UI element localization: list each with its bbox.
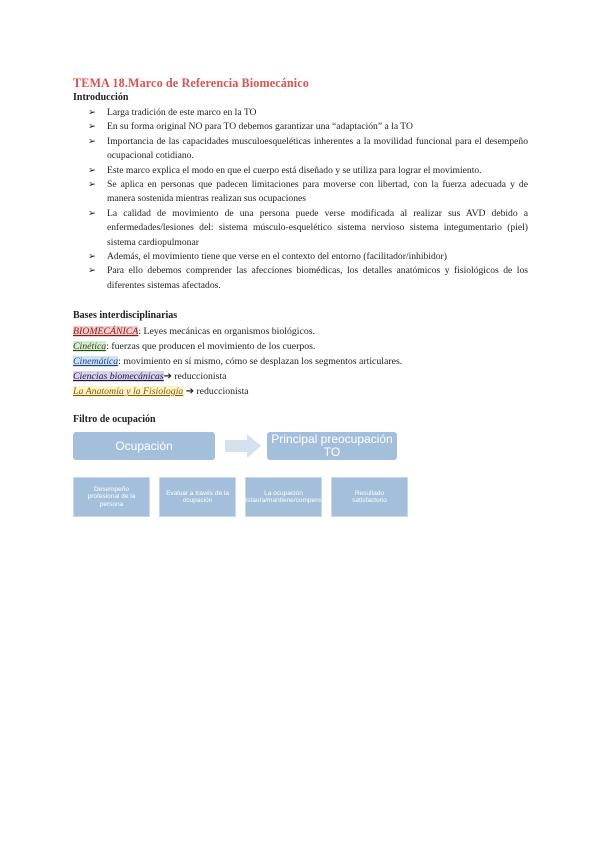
definition-row <box>73 354 533 369</box>
arrow-bullet-icon: ➢ <box>88 136 96 147</box>
flow-arrow-icon <box>225 434 261 458</box>
list-item-text: Larga tradición de este marco en la TO <box>107 107 257 118</box>
definition-text: ➔ reduccionista <box>183 386 249 397</box>
diagram-box-preocupacion: Principal preocupación TO <box>267 432 397 460</box>
list-item-text: Además, el movimiento tiene que verse en el contexto del entorno (facilitador/inhibidor) <box>107 251 447 263</box>
definition-term: La Anatomía y la Fisiología <box>73 386 184 397</box>
arrow-bullet-icon: ➢ <box>88 122 96 133</box>
arrow-bullet-icon: ➢ <box>88 252 96 263</box>
list-item <box>88 120 528 134</box>
list-item <box>88 264 528 293</box>
definition-row <box>73 369 533 384</box>
definition-text: : Leyes mecánicas en organismos biológicos. <box>138 326 315 337</box>
diagram-box-step: Resultado satisfactorio <box>331 477 408 517</box>
list-item-text: Importancia de las capacidades musculoesqueléticas inherentes a la movilidad funcional para el desempeño ocupacional cotidiano. <box>107 135 528 162</box>
arrow-bullet-icon: ➢ <box>88 180 96 191</box>
arrow-bullet-icon: ➢ <box>88 165 96 176</box>
section-heading-filtro: Filtro de ocupación <box>73 414 156 425</box>
list-item <box>88 178 528 207</box>
definition-term: Cinemática <box>73 356 119 367</box>
definition-row <box>73 384 533 399</box>
definition-text: : movimiento en sí mismo, cómo se desplazan los segmentos articulares. <box>118 356 403 367</box>
diagram-box-step: Evaluar a través de la ocupación <box>159 477 236 517</box>
arrow-bullet-icon: ➢ <box>88 108 96 118</box>
list-item <box>88 164 528 178</box>
section-heading-bases: Bases interdisciplinarias <box>73 310 178 321</box>
definition-term: Ciencias biomecánicas <box>73 371 164 382</box>
definition-row <box>73 339 533 354</box>
diagram-box-ocupacion: Ocupación <box>73 432 215 460</box>
intro-bullet-list <box>88 106 528 293</box>
list-item <box>88 207 528 250</box>
list-item-text: Se aplica en personas que padecen limitaciones para moverse con libertad, con la fuerza adecuada y de manera sostenida mientras realizan sus ocupaciones <box>107 179 528 205</box>
list-item <box>88 135 528 164</box>
definition-term: Cinética <box>73 341 107 352</box>
list-item-text: En su forma original NO para TO debemos garantizar una “adaptación” a la TO <box>107 121 413 133</box>
definition-term: BIOMECÁNICA <box>73 326 139 337</box>
arrow-bullet-icon: ➢ <box>88 208 96 219</box>
diagram-box-step: La ocupación restaura/mantiene/compensa <box>245 477 322 517</box>
list-item <box>88 106 528 120</box>
definition-row <box>73 324 533 339</box>
section-heading-introduccion: Introducción <box>73 92 129 103</box>
arrow-bullet-icon: ➢ <box>88 266 96 277</box>
list-item <box>88 250 528 264</box>
list-item-text: La calidad de movimiento de una persona puede verse modificada al realizar sus AVD debido a enfermedades/lesiones del: sistema músculo-esquelético sistema nervioso sistema integumentario (piel) sistema cardiopulmonar <box>107 207 528 248</box>
definitions-list <box>73 324 533 399</box>
list-item-text: Este marco explica el modo en que el cuerpo está diseñado y se utiliza para lograr el movimiento. <box>107 164 482 176</box>
list-item-text: Para ello debemos comprender las afecciones biomédicas, los detalles anatómicos y fisiológicos de los diferentes sistemas afectados. <box>107 265 528 291</box>
diagram-box-step: Desempeño profesional de la persona <box>73 477 150 517</box>
definition-text: ➔ reduccionista <box>163 371 227 382</box>
page-title: TEMA 18.Marco de Referencia Biomecánico <box>73 76 309 90</box>
definition-text: : fuerzas que producen el movimiento de los cuerpos. <box>106 341 316 352</box>
